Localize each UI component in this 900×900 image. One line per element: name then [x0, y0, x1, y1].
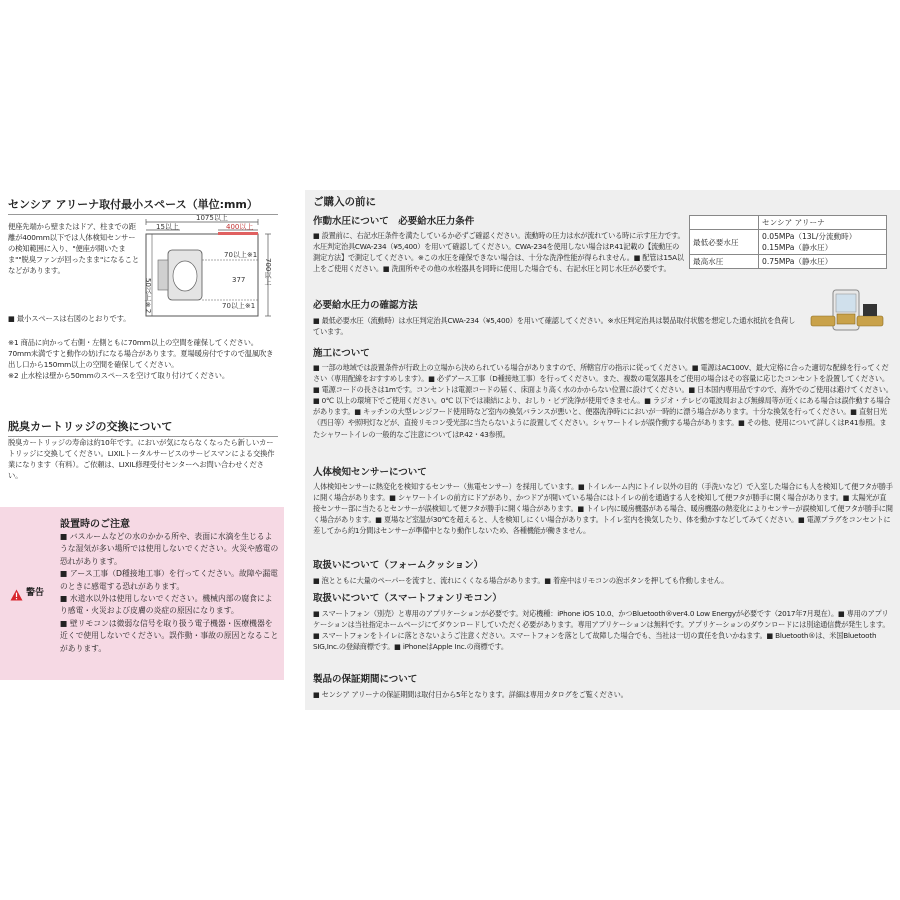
- smartphone-heading: 取扱いについて（スマートフォンリモコン）: [313, 593, 502, 604]
- dim-width-total: 1075以上: [196, 214, 228, 222]
- warning-section: [0, 507, 284, 680]
- note-item: ※1 商品に向かって右側・左側ともに70mm以上の空間を確保してください。70mm未満ですと動作の妨げになる場合があります。夏場暖房付ですので温風吹き出し口から150mm以上の空間を確保してください。: [8, 338, 274, 369]
- warranty-heading: 製品の保証期間について: [313, 674, 418, 685]
- check-heading: 必要給水圧力の確認方法: [313, 300, 418, 311]
- warning-item: ■ 壁リモコンは微弱な信号を取り扱う電子機器・医療機器を近くで使用しないでください。誤作動・事故の原因となることがあります。: [60, 618, 279, 653]
- min-space-description: 便座先端から壁またはドア、柱までの距離が400mm以下では人体検知センサーの検知範囲に入り、"便座が開いたまま""脱臭ファンが回ったまま"になることなどがあります。: [8, 222, 139, 275]
- table-row-label: 最高水圧: [690, 255, 759, 269]
- dim-wall-gap: 50以上※2: [144, 278, 152, 314]
- table-row-value: 0.75MPa（静水圧）: [759, 255, 887, 269]
- before-purchase-section: [305, 190, 900, 710]
- cartridge-body: 脱臭カートリッジの寿命は約10年です。においが気にならなくなったら新しいカートリッジに交換してください。LIXILトータルサービスのサービスマンによる交換作業になります（有料）。ご依頼は、LIXIL修理受付センターへお問い合わせください。: [8, 438, 275, 480]
- sensor-heading: 人体検知センサーについて: [313, 467, 427, 478]
- dim-height: 700以上: [264, 258, 272, 286]
- min-space-title: センシア アリーナ取付最小スペース（単位:mm）: [8, 198, 278, 215]
- table-row-label: 最低必要水圧: [690, 230, 759, 255]
- smartphone-text: ■ スマートフォン（別売）と専用のアプリケーションが必要です。対応機種：iPhone iOS 10.0、かつBluetooth®ver4.0 Low Energyが必要です（2017年7月現在）。■ 専用のアプリケーションは当社指定ホームページにてダウンロードしていただく必要があります。専用アプリケーションは無料です。アプリケーションのダウンロードには別途通信費が発生します。■ スマートフォンをトイレに落とさないようご注意ください。スマートフォンを落として故障した場合でも、当社は一切の責任を負いかねます。■ Bluetooth®は、米国Bluetooth SIG,Inc.の登録商標です。■ iPhoneはApple Inc.の商標です。: [313, 609, 890, 652]
- pressure-text: ■ 設置前に、右記水圧条件を満たしているか必ずご確認ください。流動時の圧力は水が流れている時に示す圧力です。水圧判定治具CWA-234（¥5,400）を用いて確認してください。CWA-234を使用しない場合はP.41記載の【流動圧の測定方法】で測定してください。※この水圧を確保できない場合は、十分な洗浄性能が得られません。■ 配管は15A以上をご使用ください。■ 洗面所やその他の水栓器具を同時に使用した場合でも、右記水圧と同じ水圧が必要です。: [313, 231, 685, 274]
- foam-text: ■ 泡とともに大量のペーパーを流すと、流れにくくなる場合があります。■ 着座中はリモコンの泡ボタンを押しても作動しません。: [313, 576, 729, 585]
- right-title: ご購入の前に: [313, 196, 376, 208]
- foam-heading: 取扱いについて（フォームクッション）: [313, 560, 484, 571]
- pressure-table: [689, 215, 887, 269]
- table-header: センシア アリーナ: [759, 216, 887, 230]
- min-space-section: [6, 198, 278, 408]
- warning-title: 設置時のご注意: [60, 519, 130, 530]
- warning-label: 警告: [26, 588, 45, 598]
- table-corner: [690, 216, 759, 230]
- warning-item: ■ 水道水以外は使用しないでください。機械内部の腐食により感電・火災および皮膚の炎症の原因になります。: [60, 594, 273, 616]
- space-diagram: [142, 214, 278, 318]
- min-space-note: ■ 最小スペースは右図のとおりです。: [8, 314, 131, 323]
- cartridge-title: 脱臭カートリッジの交換について: [8, 420, 278, 437]
- dim-side-top: 70以上※1: [224, 251, 258, 259]
- warranty-text: ■ センシア アリーナの保証期間は取付日から5年となります。詳細は専用カタログをご覧ください。: [313, 690, 628, 699]
- warning-item: ■ アース工事（D種接地工事）を行ってください。故障や漏電のときに感電する恐れがあります。: [60, 569, 278, 591]
- table-row: [690, 255, 887, 269]
- check-text: ■ 最低必要水圧（流動時）は水圧判定治具CWA-234（¥5,400）を用いて確認してください。※水圧判定治具は製品取付状態を想定した通水抵抗を負荷しています。: [313, 316, 796, 337]
- pressure-heading: 作動水圧について 必要給水圧力条件: [313, 216, 475, 227]
- warning-body: [60, 531, 280, 655]
- warning-item: ■ バスルームなどの水のかかる所や、表面に水滴を生じるような湿気が多い場所では使用しないでください。火災や感電の恐れがあります。: [60, 532, 279, 566]
- install-text: ■ 一部の地域では設置条件が行政上の立場から決められている場合がありますので、所轄官庁の指示に従ってください。■ 電源はAC100V、最大定格に合った適切な配線を行ってください（専用配線をおすすめします）。■ 必ずアース工事（D種接地工事）を行ってください。また、複数の電気器具をご使用の場合はその容量に応じたコンセントを設置してください。■ 電源コードの長さは1mです。コンセントは電源コードの届く、床面より高く水のかからない位置に設けてください。■ 日本国内専用品ですので、海外でのご使用は避けてください。■ 0℃ 以上の環境下でご使用ください。0℃ 以下では凍結により、おしり・ビデ洗浄が使用できません。■ ラジオ・テレビの電波局および無線局等が近くにある場合は誤作動する場合があります。■ キッチンの大型レンジフード使用時など室内の換気バランスが悪いと、便器洗浄時ににおいが一時的に漂う場合があります。十分な換気を行ってください。■ 直射日光（西日等）や照明灯などが、直接リモコン受光部に当たらないように設置してください。シャワートイレが誤作動する場合があります。■ その他、使用について詳しくはP.41参照。またシャワートイレの一般的なご注意についてはP.42・43参照。: [313, 363, 893, 439]
- right-content: [305, 190, 900, 710]
- table-row-value: 0.05MPa（13L/分流動時）0.15MPa（静水圧）: [759, 230, 887, 255]
- dim-side-bottom: 70以上※1: [222, 302, 256, 310]
- pressure-gauge-image: [807, 286, 887, 344]
- table-row: [690, 230, 887, 255]
- warning-icon: [10, 586, 23, 605]
- min-space-notes: [8, 338, 278, 382]
- dim-left-gap: 15以上: [156, 223, 179, 231]
- cartridge-section: [6, 420, 278, 500]
- note-item: ※2 止水栓は壁から50mmのスペースを空けて取り付けてください。: [8, 370, 229, 380]
- dim-center: 377: [232, 276, 246, 284]
- sensor-text: 人体検知センサーに熱変化を検知するセンサー（焦電センサー）を採用しています。■ トイレルーム内にトイレ以外の目的（手洗いなど）で入室した場合にも人を検知して便フタが勝手に開く場合があります。■ シャワートイレの前方にドアがあり、かつドアが開いている場合にはトイレの前を通過する人を検知して便フタが勝手に開く場合があります。■ 太陽光が直接センサー部に当たるとセンサーが誤検知して便フタが勝手に開く場合があります。■ トイレ内に暖房機器がある場合、暖房機器の熱変化によりセンサーが誤検知して便フタが勝手に開く場合があります。■ 夏場など室温が30℃を超えると、人を検知しにくい場合があります。トイレ室内を換気したり、体を動かすなどしてみてください。■ 電源プラグをコンセントに差してから約1分間はセンサーが準備中となり動作しないため、各種機能が働きません。: [313, 482, 893, 536]
- install-heading: 施工について: [313, 348, 370, 359]
- dim-door-gap: 400以上: [226, 223, 254, 231]
